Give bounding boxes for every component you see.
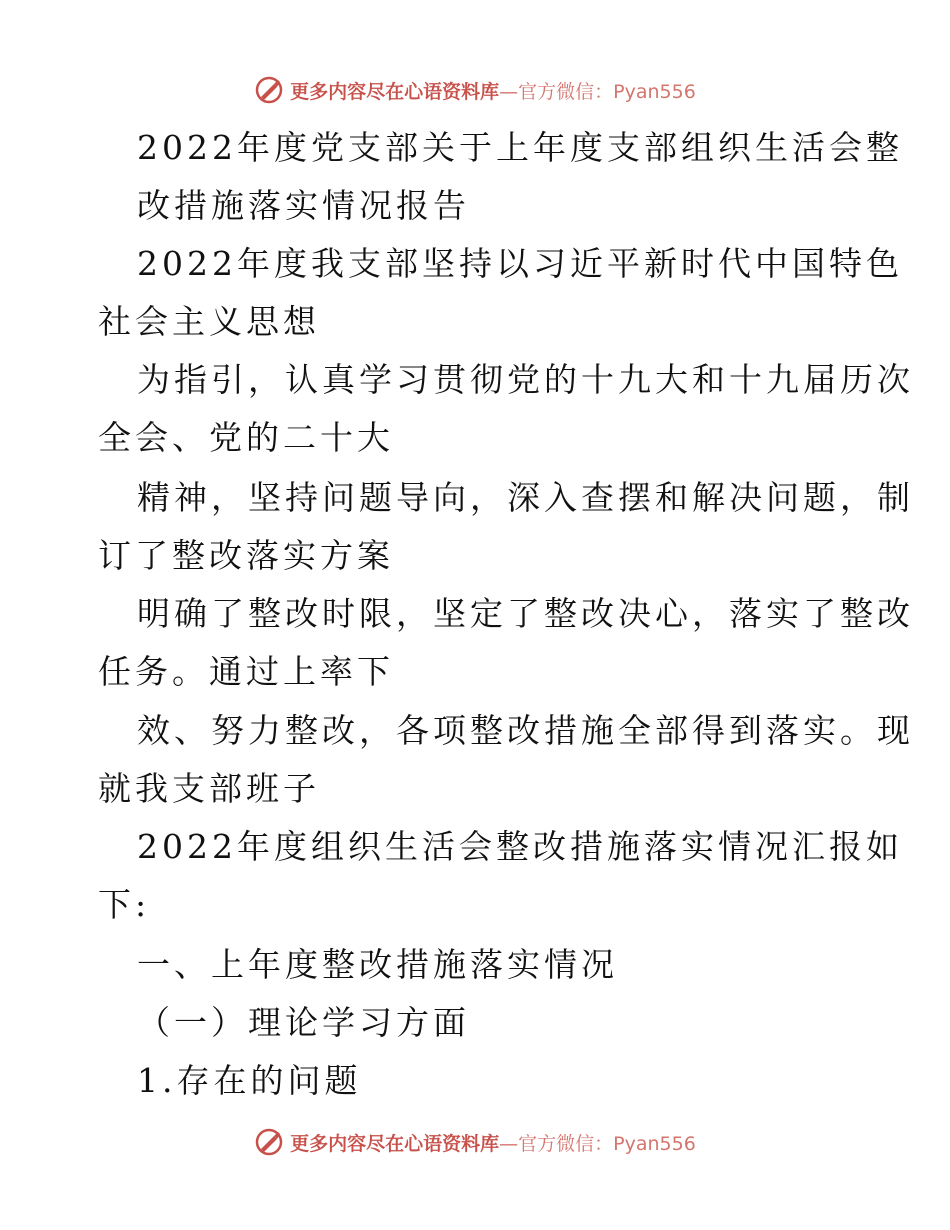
footer-watermark — [0, 1122, 950, 1162]
section-heading: 一、上年度整改措施落实情况 — [137, 945, 618, 984]
header-watermark — [0, 70, 950, 110]
paragraph-2-line-1: 为指引，认真学习贯彻党的十九大和十九届历次 — [137, 360, 914, 399]
paragraph-6-line-1: 2022年度组织生活会整改措施落实情况汇报如 — [137, 827, 903, 866]
paragraph-5-line-1: 效、努力整改，各项整改措施全部得到落实。现 — [137, 711, 914, 750]
paragraph-1-line-1: 2022年度我支部坚持以习近平新时代中国特色 — [137, 244, 903, 283]
paragraph-6-line-2: 下: — [98, 885, 151, 924]
paragraph-1-line-2: 社会主义思想 — [98, 302, 320, 341]
document-title-line-2: 改措施落实情况报告 — [137, 186, 470, 225]
watermark-contact: —官方微信：Pyan556 — [499, 80, 696, 103]
paragraph-2-line-2: 全会、党的二十大 — [98, 418, 394, 457]
paragraph-4-line-1: 明确了整改时限，坚定了整改决心，落实了整改 — [137, 594, 914, 633]
paragraph-4-line-2: 任务。通过上率下 — [98, 652, 394, 691]
paragraph-5-line-2: 就我支部班子 — [98, 769, 320, 808]
pen-logo-icon — [254, 1127, 284, 1157]
document-title-line-1: 2022年度党支部关于上年度支部组织生活会整 — [137, 128, 903, 167]
watermark-text: 更多内容尽在心语资料库 — [290, 80, 500, 103]
watermark-text: 更多内容尽在心语资料库 — [290, 1132, 500, 1155]
item-heading: 1.存在的问题 — [137, 1061, 362, 1100]
watermark-contact: —官方微信：Pyan556 — [499, 1132, 696, 1155]
paragraph-3-line-2: 订了整改落实方案 — [98, 536, 394, 575]
pen-logo-icon — [254, 75, 284, 105]
paragraph-3-line-1: 精神，坚持问题导向，深入查摆和解决问题，制 — [137, 478, 914, 517]
subsection-heading: （一）理论学习方面 — [137, 1003, 470, 1042]
